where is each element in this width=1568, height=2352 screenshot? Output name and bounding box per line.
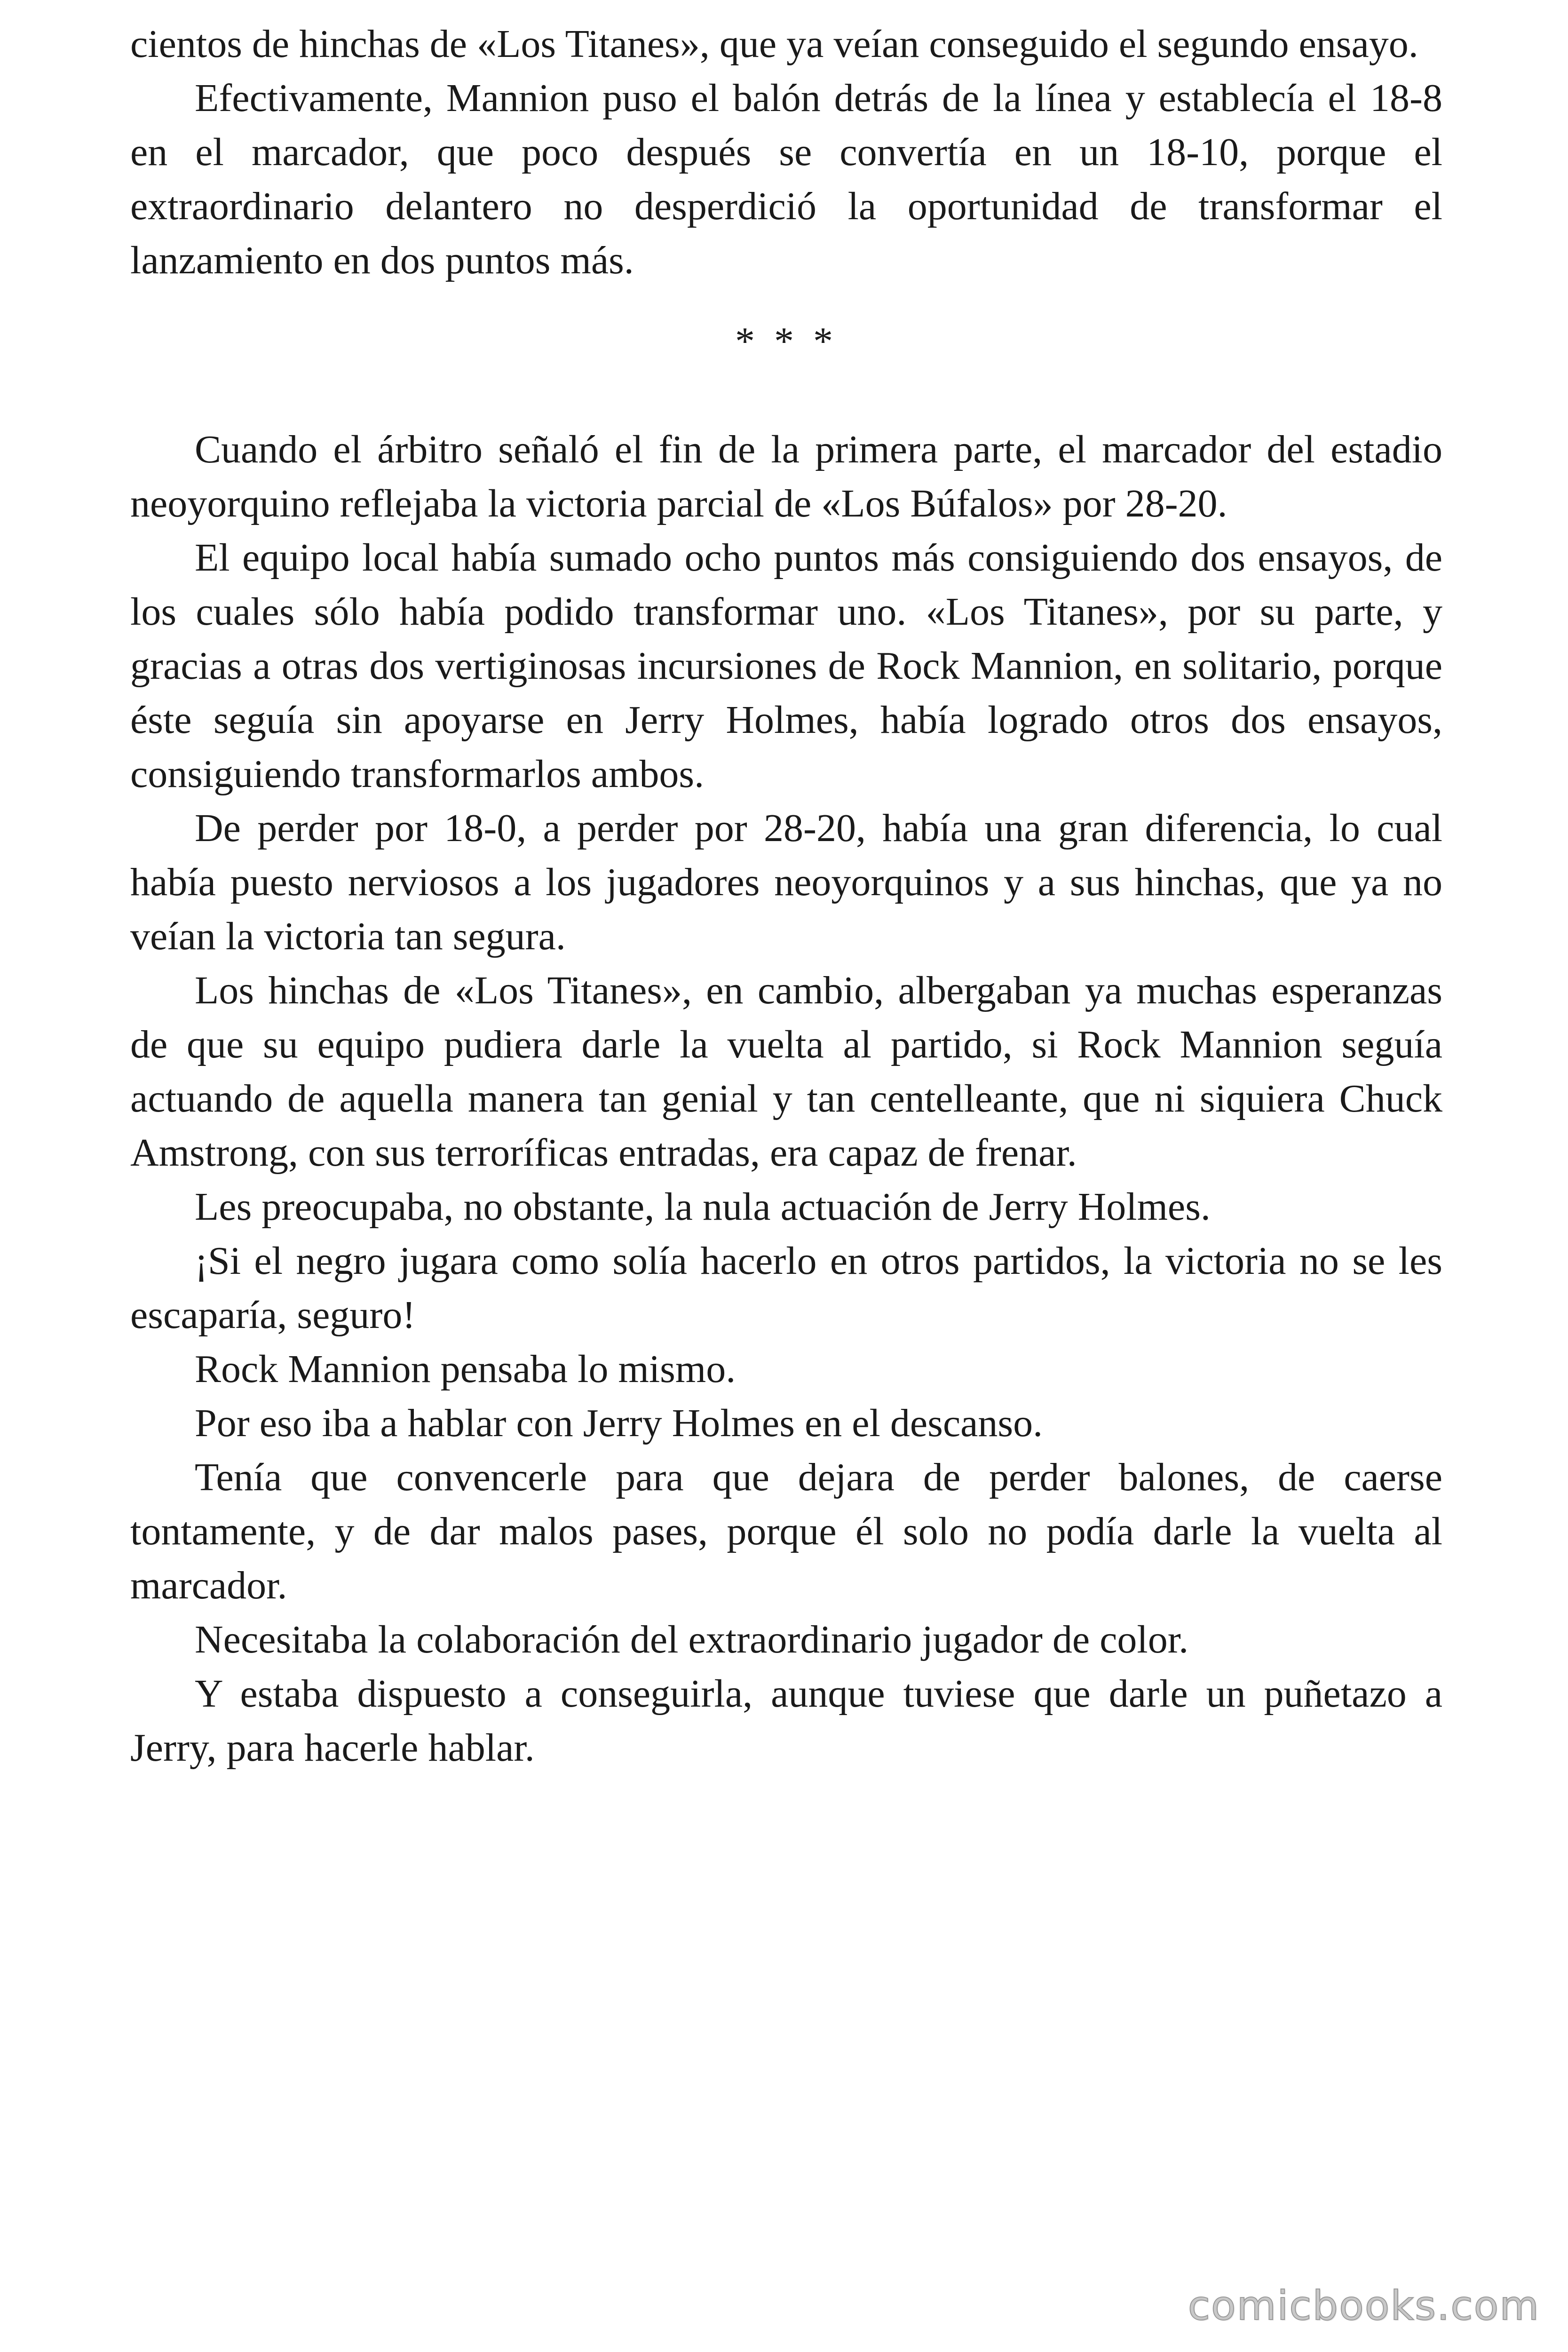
book-page-text xyxy=(130,17,1442,1775)
paragraph: Rock Mannion pensaba lo mismo. xyxy=(195,1347,736,1391)
paragraph: Y estaba dispuesto a conseguirla, aunque tuviese que darle un puñetazo a Jerry, para hacerle hablar. xyxy=(130,1672,1442,1770)
paragraph: De perder por 18-0, a perder por 28-20, había una gran diferencia, lo cual había puesto nerviosos a los jugadores neoyorquinos y a sus hinchas, que ya no veían la victoria tan segura. xyxy=(130,806,1442,958)
paragraph: Cuando el árbitro señaló el fin de la primera parte, el marcador del estadio neoyorquino reflejaba la victoria parcial de «Los Búfalos» por 28-20. xyxy=(130,428,1442,525)
paragraph: ¡Si el negro jugara como solía hacerlo en otros partidos, la victoria no se les escaparía, seguro! xyxy=(130,1239,1442,1337)
paragraph: El equipo local había sumado ocho puntos más consiguiendo dos ensayos, de los cuales sólo había podido transformar uno. «Los Titanes», por su parte, y gracias a otras dos vertiginosas incursiones de Rock Mannion, en solitario, porque éste seguía sin apoyarse en Jerry Holmes, había logrado otros dos ensayos, consiguiendo transformarlos ambos. xyxy=(130,536,1442,796)
paragraph-continuation: cientos de hinchas de «Los Titanes», que ya veían conseguido el segundo ensayo. xyxy=(130,22,1418,66)
paragraph: Tenía que convencerle para que dejara de perder balones, de caerse tontamente, y de dar malos pases, porque él solo no podía darle la vuelta al marcador. xyxy=(130,1455,1442,1607)
paragraph: Los hinchas de «Los Titanes», en cambio, albergaban ya muchas esperanzas de que su equipo pudiera darle la vuelta al partido, si Rock Mannion seguía actuando de aquella manera tan genial y tan centelleante, que ni siquiera Chuck Amstrong, con sus terroríficas entradas, era capaz de frenar. xyxy=(130,969,1442,1175)
paragraph: Por eso iba a hablar con Jerry Holmes en el descanso. xyxy=(195,1401,1043,1445)
site-watermark: comicbooks.com xyxy=(1188,2282,1540,2329)
paragraph: Necesitaba la colaboración del extraordinario jugador de color. xyxy=(195,1618,1189,1661)
scene-break: * * * xyxy=(735,319,838,363)
paragraph: Les preocupaba, no obstante, la nula actuación de Jerry Holmes. xyxy=(195,1185,1211,1229)
paragraph: Efectivamente, Mannion puso el balón detrás de la línea y establecía el 18-8 en el marcador, que poco después se convertía en un 18-10, porque el extraordinario delantero no desperdició la oportunidad de transformar el lanzamiento en dos puntos más. xyxy=(130,76,1442,282)
